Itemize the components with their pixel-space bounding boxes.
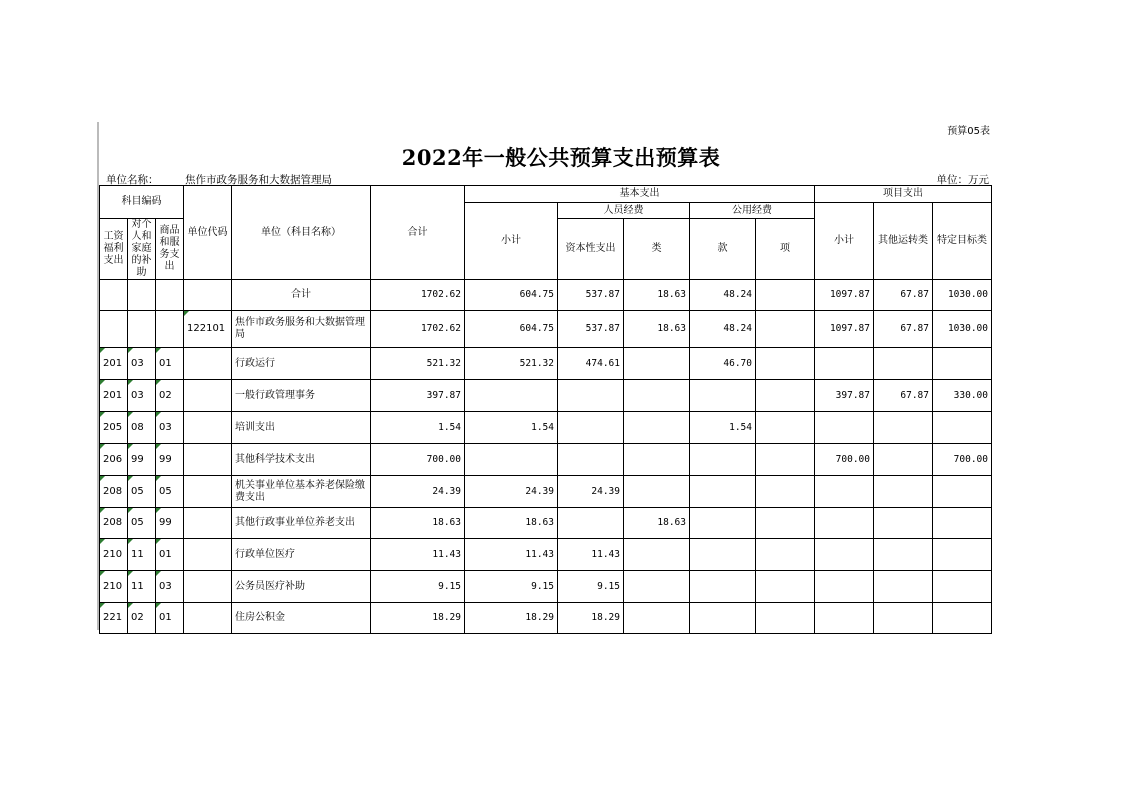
cell-goods-services [690,476,756,508]
cell-lei: 210 [100,539,128,571]
cell-unit-code [184,476,232,508]
header-lei: 类 [624,219,690,280]
cell-capital [756,348,815,380]
cell-unit-code [184,348,232,380]
cell-name: 合计 [232,280,371,311]
cell-project-subtotal [815,508,874,539]
cell-subsidy [624,380,690,412]
cell-wages: 9.15 [558,571,624,603]
cell-capital [756,380,815,412]
header-public: 公用经费 [690,203,815,219]
cell-project-subtotal [815,476,874,508]
cell-capital [756,444,815,476]
cell-kuan [128,280,156,311]
unit-name-label: 单位名称： [106,174,159,186]
page-title: 2022年一般公共预算支出预算表 [401,145,721,170]
cell-basic-subtotal: 9.15 [465,571,558,603]
cell-goods-services [690,380,756,412]
cell-other-operation [874,348,933,380]
cell-project-subtotal: 700.00 [815,444,874,476]
cell-goods-services: 48.24 [690,280,756,311]
cell-xiang: 05 [156,476,184,508]
cell-name: 行政单位医疗 [232,539,371,571]
cell-specific-target: 700.00 [933,444,992,476]
cell-project-subtotal: 1097.87 [815,311,874,348]
cell-basic-subtotal: 604.75 [465,280,558,311]
cell-unit-code [184,412,232,444]
cell-name: 培训支出 [232,412,371,444]
cell-name: 公务员医疗补助 [232,571,371,603]
cell-unit-code [184,603,232,634]
cell-lei: 221 [100,603,128,634]
cell-basic-subtotal [465,444,558,476]
cell-specific-target [933,539,992,571]
cell-xiang: 99 [156,444,184,476]
table-row [100,412,992,444]
cell-goods-services: 48.24 [690,311,756,348]
cell-subsidy [624,603,690,634]
cell-xiang: 01 [156,603,184,634]
table-row [100,280,992,311]
cell-lei: 201 [100,380,128,412]
cell-capital [756,571,815,603]
cell-specific-target [933,476,992,508]
cell-kuan: 11 [128,571,156,603]
cell-unit-code [184,571,232,603]
cell-basic-subtotal [465,380,558,412]
table-row [100,476,992,508]
cell-total: 24.39 [371,476,465,508]
header-project-subtotal: 小计 [815,203,874,280]
cell-capital [756,280,815,311]
cell-other-operation [874,476,933,508]
header-unit-code: 单位代码 [184,186,232,280]
cell-basic-subtotal: 11.43 [465,539,558,571]
header-goods-services: 商品和服务支出 [156,219,184,280]
cell-lei: 208 [100,476,128,508]
header-kuan: 款 [690,219,756,280]
cell-total: 397.87 [371,380,465,412]
cell-basic-subtotal: 1.54 [465,412,558,444]
cell-name: 一般行政管理事务 [232,380,371,412]
table-row [100,380,992,412]
cell-wages: 11.43 [558,539,624,571]
cell-lei [100,280,128,311]
cell-unit-code [184,508,232,539]
cell-kuan: 05 [128,476,156,508]
form-code: 预算05表 [947,126,990,137]
table-row [100,311,992,348]
cell-kuan: 05 [128,508,156,539]
cell-total: 11.43 [371,539,465,571]
cell-xiang [156,280,184,311]
cell-other-operation: 67.87 [874,280,933,311]
cell-unit-code [184,380,232,412]
cell-name: 其他科学技术支出 [232,444,371,476]
cell-subsidy: 18.63 [624,280,690,311]
header-specific-target: 特定目标类 [933,203,992,280]
cell-total: 9.15 [371,571,465,603]
cell-specific-target: 1030.00 [933,311,992,348]
cell-goods-services [690,539,756,571]
cell-basic-subtotal: 18.63 [465,508,558,539]
cell-total: 1702.62 [371,280,465,311]
cell-project-subtotal [815,348,874,380]
cell-xiang [156,311,184,348]
cell-other-operation: 67.87 [874,380,933,412]
cell-name: 住房公积金 [232,603,371,634]
cell-goods-services [690,603,756,634]
cell-name: 焦作市政务服务和大数据管理局 [232,311,371,348]
cell-specific-target [933,571,992,603]
cell-total: 700.00 [371,444,465,476]
cell-capital [756,508,815,539]
cell-project-subtotal [815,539,874,571]
cell-specific-target: 330.00 [933,380,992,412]
cell-basic-subtotal: 18.29 [465,603,558,634]
budget-table [99,185,992,634]
cell-name: 行政运行 [232,348,371,380]
cell-xiang: 99 [156,508,184,539]
cell-xiang: 01 [156,348,184,380]
cell-goods-services [690,571,756,603]
cell-goods-services [690,508,756,539]
cell-lei: 210 [100,571,128,603]
cell-other-operation [874,603,933,634]
cell-wages: 24.39 [558,476,624,508]
header-project-expenditure: 项目支出 [815,186,992,203]
unit-measure: 单位：万元 [936,174,989,186]
cell-lei: 205 [100,412,128,444]
cell-xiang: 03 [156,412,184,444]
cell-total: 1.54 [371,412,465,444]
cell-project-subtotal: 1097.87 [815,280,874,311]
cell-lei [100,311,128,348]
cell-wages: 537.87 [558,280,624,311]
table-row [100,508,992,539]
cell-goods-services: 46.70 [690,348,756,380]
cell-other-operation [874,412,933,444]
cell-subsidy [624,444,690,476]
cell-project-subtotal [815,603,874,634]
cell-specific-target [933,412,992,444]
header-subsidy: 对个人和家庭的补助 [128,219,156,280]
cell-capital [756,476,815,508]
cell-other-operation [874,444,933,476]
cell-subsidy [624,539,690,571]
cell-kuan: 11 [128,539,156,571]
cell-capital [756,412,815,444]
cell-name: 其他行政事业单位养老支出 [232,508,371,539]
cell-xiang: 03 [156,571,184,603]
cell-kuan: 03 [128,348,156,380]
cell-total: 18.29 [371,603,465,634]
cell-unit-code: 122101 [184,311,232,348]
cell-goods-services: 1.54 [690,412,756,444]
header-xiang: 项 [756,219,815,280]
cell-lei: 201 [100,348,128,380]
header-subject-code: 科目编码 [100,186,184,219]
cell-capital [756,603,815,634]
cell-project-subtotal: 397.87 [815,380,874,412]
cell-kuan: 02 [128,603,156,634]
cell-unit-code [184,280,232,311]
cell-xiang: 01 [156,539,184,571]
cell-wages [558,412,624,444]
cell-subsidy [624,348,690,380]
cell-wages [558,444,624,476]
cell-other-operation [874,508,933,539]
cell-subsidy: 18.63 [624,311,690,348]
header-personnel: 人员经费 [558,203,690,219]
cell-wages: 537.87 [558,311,624,348]
header-capital: 资本性支出 [558,219,624,280]
cell-unit-code [184,444,232,476]
table-row [100,348,992,380]
table-row [100,603,992,634]
unit-name-value: 焦作市政务服务和大数据管理局 [185,174,332,186]
cell-lei: 208 [100,508,128,539]
table-row [100,444,992,476]
cell-basic-subtotal: 521.32 [465,348,558,380]
cell-wages: 474.61 [558,348,624,380]
cell-subsidy [624,412,690,444]
header-other-operation: 其他运转类 [874,203,933,280]
cell-specific-target [933,348,992,380]
cell-lei: 206 [100,444,128,476]
cell-project-subtotal [815,571,874,603]
cell-kuan: 99 [128,444,156,476]
cell-subsidy [624,571,690,603]
cell-total: 1702.62 [371,311,465,348]
cell-wages [558,508,624,539]
header-total: 合计 [371,186,465,280]
header-basic-expenditure: 基本支出 [465,186,815,203]
cell-subsidy: 18.63 [624,508,690,539]
table-row [100,539,992,571]
cell-capital [756,311,815,348]
cell-subsidy [624,476,690,508]
cell-specific-target: 1030.00 [933,280,992,311]
cell-basic-subtotal: 604.75 [465,311,558,348]
cell-other-operation [874,571,933,603]
cell-total: 521.32 [371,348,465,380]
header-wages: 工资福利支出 [100,219,128,280]
cell-kuan: 03 [128,380,156,412]
cell-kuan: 08 [128,412,156,444]
cell-name: 机关事业单位基本养老保险缴费支出 [232,476,371,508]
cell-wages: 18.29 [558,603,624,634]
cell-xiang: 02 [156,380,184,412]
cell-kuan [128,311,156,348]
cell-goods-services [690,444,756,476]
cell-basic-subtotal: 24.39 [465,476,558,508]
cell-specific-target [933,508,992,539]
header-unit-subject-name: 单位（科目名称） [232,186,371,280]
cell-other-operation [874,539,933,571]
header-basic-subtotal: 小计 [465,203,558,280]
cell-total: 18.63 [371,508,465,539]
cell-specific-target [933,603,992,634]
cell-unit-code [184,539,232,571]
cell-other-operation: 67.87 [874,311,933,348]
table-row [100,571,992,603]
cell-wages [558,380,624,412]
cell-project-subtotal [815,412,874,444]
cell-capital [756,539,815,571]
